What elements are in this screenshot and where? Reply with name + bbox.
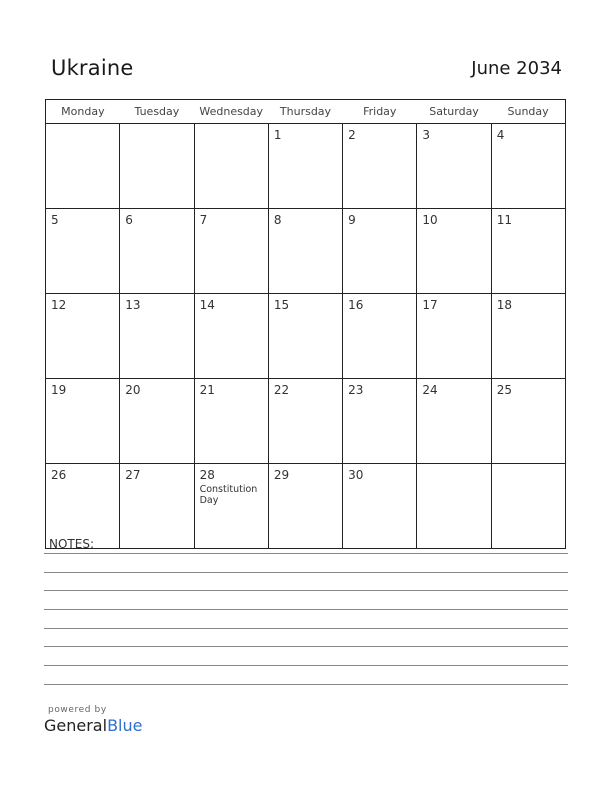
day-cell-23[interactable] (343, 379, 417, 464)
empty-day-cell (491, 464, 565, 549)
month-year-title: June 2034 (471, 58, 562, 79)
day-cell-6[interactable] (120, 209, 194, 294)
calendar-week-row (46, 209, 566, 294)
day-cell-12[interactable] (46, 294, 120, 379)
notes-line (44, 590, 568, 591)
day-cell-10[interactable] (417, 209, 491, 294)
empty-day-cell (194, 124, 268, 209)
powered-by-text: powered by (48, 705, 107, 715)
day-number: 2 (348, 128, 356, 142)
day-cell-20[interactable] (120, 379, 194, 464)
day-cell-22[interactable] (268, 379, 342, 464)
day-cell-28[interactable] (194, 464, 268, 549)
day-cell-17[interactable] (417, 294, 491, 379)
day-number: 24 (422, 383, 438, 397)
day-cell-25[interactable] (491, 379, 565, 464)
day-number: 15 (273, 298, 290, 312)
day-cell-5[interactable] (46, 209, 120, 294)
day-cell-3[interactable] (417, 124, 491, 209)
day-number: 9 (348, 213, 356, 227)
day-cell-9[interactable] (343, 209, 417, 294)
day-number: 27 (125, 468, 141, 482)
day-number: 7 (199, 213, 208, 227)
day-number: 4 (496, 128, 505, 142)
weekday-header-row (46, 100, 566, 124)
calendar-week-row (46, 379, 566, 464)
brand-blue-text: Blue (107, 716, 143, 735)
weekday-header-thursday: Thursday (268, 100, 342, 124)
calendar-body (46, 124, 566, 549)
country-title: Ukraine (51, 56, 134, 80)
day-number: 29 (273, 468, 290, 482)
day-cell-8[interactable] (268, 209, 342, 294)
day-cell-2[interactable] (343, 124, 417, 209)
day-number: 17 (422, 298, 438, 312)
day-number: 30 (348, 468, 364, 482)
day-number: 16 (348, 298, 364, 312)
day-number: 10 (422, 213, 438, 227)
day-number: 11 (496, 213, 512, 227)
day-cell-14[interactable] (194, 294, 268, 379)
day-number: 1 (273, 128, 282, 142)
day-cell-26[interactable] (46, 464, 120, 549)
day-number: 21 (199, 383, 215, 397)
day-cell-27[interactable] (120, 464, 194, 549)
day-number: 6 (125, 213, 133, 227)
day-cell-7[interactable] (194, 209, 268, 294)
notes-line (44, 572, 568, 573)
notes-line (44, 609, 568, 610)
day-cell-18[interactable] (491, 294, 565, 379)
brand-name (44, 716, 142, 735)
day-number: 3 (422, 128, 431, 142)
day-cell-30[interactable] (343, 464, 417, 549)
weekday-header-monday: Monday (46, 100, 120, 124)
day-cell-15[interactable] (268, 294, 342, 379)
day-cell-16[interactable] (343, 294, 417, 379)
day-number: 19 (51, 383, 67, 397)
brand-general-text: General (44, 716, 108, 735)
notes-line (44, 628, 568, 629)
holiday-label: Constitution Day (199, 484, 258, 506)
day-number: 28 (199, 468, 215, 482)
day-number: 13 (125, 298, 141, 312)
day-number: 5 (51, 213, 59, 227)
day-cell-19[interactable] (46, 379, 120, 464)
empty-day-cell (120, 124, 194, 209)
day-cell-4[interactable] (491, 124, 565, 209)
notes-line (44, 665, 568, 666)
day-number: 8 (273, 213, 282, 227)
calendar-week-row (46, 464, 566, 549)
weekday-header-wednesday: Wednesday (194, 100, 268, 124)
notes-line (44, 646, 568, 647)
calendar-week-row (46, 294, 566, 379)
weekday-header-sunday: Sunday (491, 100, 565, 124)
day-number: 22 (273, 383, 290, 397)
day-number: 25 (496, 383, 512, 397)
calendar-grid (45, 99, 566, 549)
notes-label: NOTES: (49, 537, 94, 551)
day-number: 18 (496, 298, 512, 312)
day-cell-11[interactable] (491, 209, 565, 294)
calendar-week-row (46, 124, 566, 209)
day-number: 12 (51, 298, 67, 312)
day-cell-13[interactable] (120, 294, 194, 379)
notes-line (44, 553, 568, 554)
day-cell-21[interactable] (194, 379, 268, 464)
day-cell-1[interactable] (268, 124, 342, 209)
day-cell-24[interactable] (417, 379, 491, 464)
day-number: 23 (348, 383, 364, 397)
day-number: 20 (125, 383, 141, 397)
empty-day-cell (46, 124, 120, 209)
empty-day-cell (417, 464, 491, 549)
day-number: 26 (51, 468, 67, 482)
weekday-header-saturday: Saturday (417, 100, 491, 124)
brand-logo[interactable] (44, 705, 142, 735)
notes-line (44, 684, 568, 685)
day-cell-29[interactable] (268, 464, 342, 549)
weekday-header-tuesday: Tuesday (120, 100, 194, 124)
weekday-header-friday: Friday (343, 100, 417, 124)
day-number: 14 (199, 298, 215, 312)
